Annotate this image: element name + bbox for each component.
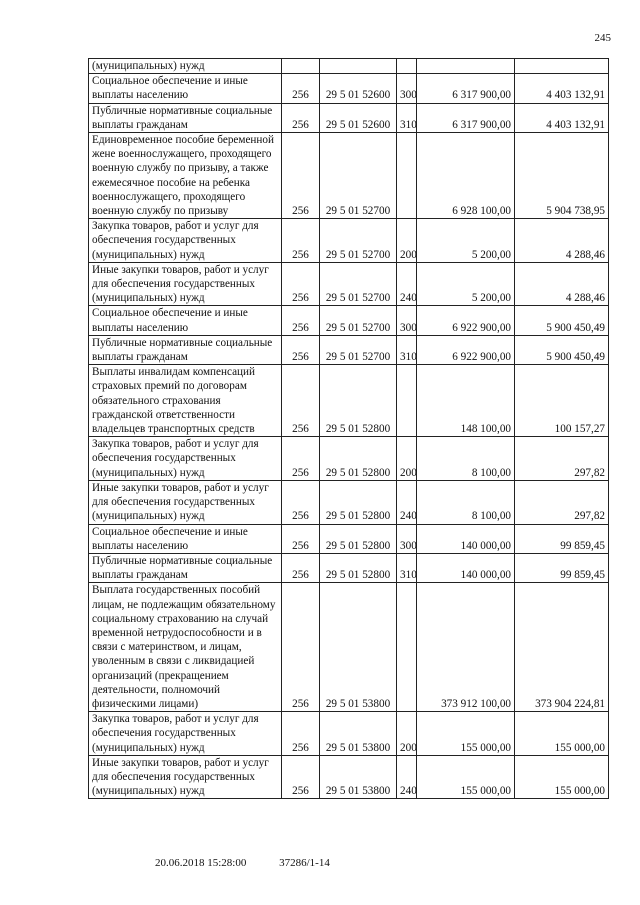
cell-actual-amount: 5 904 738,95 [515,133,609,219]
table-row [89,74,609,103]
budget-table [88,58,609,799]
cell-actual-amount: 100 157,27 [515,365,609,437]
cell-expense-type: 310 [397,335,417,364]
table-row [89,335,609,364]
row-description: Социальное обеспечение и иные выплаты населению [89,524,282,553]
cell-plan-amount: 6 928 100,00 [417,133,515,219]
cell-plan-amount [417,59,515,74]
cell-plan-amount: 8 100,00 [417,437,515,481]
row-description: Иные закупки товаров, работ и услуг для обеспечения государственных (муниципальных) нужд [89,262,282,306]
cell-actual-amount: 297,82 [515,437,609,481]
cell-grbs: 256 [282,755,320,799]
cell-plan-amount: 8 100,00 [417,480,515,524]
cell-grbs: 256 [282,583,320,712]
table-row [89,306,609,335]
cell-actual-amount: 373 904 224,81 [515,583,609,712]
cell-target-article: 29 5 01 53800 [320,712,397,756]
cell-actual-amount: 99 859,45 [515,524,609,553]
cell-grbs: 256 [282,437,320,481]
table-row [89,553,609,582]
cell-target-article [320,59,397,74]
cell-plan-amount: 5 200,00 [417,262,515,306]
cell-grbs: 256 [282,480,320,524]
cell-plan-amount: 155 000,00 [417,712,515,756]
row-description: Единовременное пособие беременной жене военнослужащего, проходящего военную службу по призыву, а также ежемесячное пособие на ребенка военнослужащего, проходящего военную службу по призыву [89,133,282,219]
cell-target-article: 29 5 01 52800 [320,480,397,524]
cell-plan-amount: 6 922 900,00 [417,306,515,335]
cell-expense-type: 310 [397,553,417,582]
cell-actual-amount [515,59,609,74]
row-description: (муниципальных) нужд [89,59,282,74]
row-description: Закупка товаров, работ и услуг для обеспечения государственных (муниципальных) нужд [89,219,282,263]
cell-grbs: 256 [282,74,320,103]
row-description: Выплаты инвалидам компенсаций страховых премий по договорам обязательного страхования гражданской ответственности владельцев транспортных средств [89,365,282,437]
cell-grbs: 256 [282,524,320,553]
table-row [89,480,609,524]
row-description: Социальное обеспечение и иные выплаты населению [89,306,282,335]
cell-expense-type: 300 [397,306,417,335]
cell-grbs [282,59,320,74]
row-description: Иные закупки товаров, работ и услуг для обеспечения государственных (муниципальных) нужд [89,755,282,799]
table-row [89,103,609,132]
cell-plan-amount: 6 317 900,00 [417,74,515,103]
cell-target-article: 29 5 01 52800 [320,365,397,437]
cell-grbs: 256 [282,219,320,263]
table-row [89,133,609,219]
cell-plan-amount: 140 000,00 [417,524,515,553]
row-description: Публичные нормативные социальные выплаты гражданам [89,553,282,582]
cell-target-article: 29 5 01 52600 [320,74,397,103]
table-row [89,219,609,263]
cell-target-article: 29 5 01 52700 [320,262,397,306]
cell-target-article: 29 5 01 53800 [320,583,397,712]
cell-plan-amount: 5 200,00 [417,219,515,263]
cell-actual-amount: 155 000,00 [515,755,609,799]
cell-target-article: 29 5 01 52800 [320,553,397,582]
page-footer [155,857,360,869]
cell-grbs: 256 [282,262,320,306]
cell-grbs: 256 [282,306,320,335]
row-description: Публичные нормативные социальные выплаты гражданам [89,103,282,132]
cell-expense-type: 300 [397,74,417,103]
cell-grbs: 256 [282,133,320,219]
table-row [89,583,609,712]
cell-actual-amount: 4 403 132,91 [515,103,609,132]
cell-grbs: 256 [282,103,320,132]
cell-plan-amount: 155 000,00 [417,755,515,799]
table-row [89,755,609,799]
table-row [89,712,609,756]
footer-doc-code: 37286/1-14 [279,857,330,869]
cell-target-article: 29 5 01 52800 [320,437,397,481]
cell-expense-type: 240 [397,262,417,306]
cell-actual-amount: 155 000,00 [515,712,609,756]
cell-expense-type: 240 [397,480,417,524]
cell-actual-amount: 297,82 [515,480,609,524]
row-description: Иные закупки товаров, работ и услуг для обеспечения государственных (муниципальных) нужд [89,480,282,524]
cell-target-article: 29 5 01 52700 [320,133,397,219]
row-description: Социальное обеспечение и иные выплаты населению [89,74,282,103]
cell-target-article: 29 5 01 52700 [320,219,397,263]
cell-expense-type: 310 [397,103,417,132]
cell-plan-amount: 373 912 100,00 [417,583,515,712]
cell-grbs: 256 [282,335,320,364]
table-row [89,437,609,481]
budget-table-body [89,59,609,799]
cell-actual-amount: 4 288,46 [515,262,609,306]
cell-plan-amount: 148 100,00 [417,365,515,437]
row-description: Закупка товаров, работ и услуг для обеспечения государственных (муниципальных) нужд [89,437,282,481]
table-row [89,59,609,74]
cell-actual-amount: 5 900 450,49 [515,306,609,335]
cell-actual-amount: 5 900 450,49 [515,335,609,364]
cell-target-article: 29 5 01 52600 [320,103,397,132]
cell-expense-type: 240 [397,755,417,799]
cell-actual-amount: 4 288,46 [515,219,609,263]
row-description: Закупка товаров, работ и услуг для обеспечения государственных (муниципальных) нужд [89,712,282,756]
cell-expense-type [397,59,417,74]
cell-grbs: 256 [282,712,320,756]
cell-expense-type: 200 [397,437,417,481]
cell-expense-type: 200 [397,712,417,756]
cell-plan-amount: 6 922 900,00 [417,335,515,364]
table-row [89,524,609,553]
cell-target-article: 29 5 01 52700 [320,335,397,364]
cell-target-article: 29 5 01 53800 [320,755,397,799]
row-description: Выплата государственных пособий лицам, не подлежащим обязательному социальному страхованию на случай временной нетрудоспособности и в связи с материнством, и лицам, уволенным в связи с ликвидацией организаций (прекращением деятельности, полномочий физическими лицами) [89,583,282,712]
cell-plan-amount: 140 000,00 [417,553,515,582]
cell-expense-type [397,365,417,437]
cell-target-article: 29 5 01 52800 [320,524,397,553]
cell-grbs: 256 [282,553,320,582]
cell-actual-amount: 99 859,45 [515,553,609,582]
cell-expense-type: 300 [397,524,417,553]
row-description: Публичные нормативные социальные выплаты гражданам [89,335,282,364]
cell-target-article: 29 5 01 52700 [320,306,397,335]
cell-expense-type: 200 [397,219,417,263]
page-number: 245 [594,32,611,44]
cell-actual-amount: 4 403 132,91 [515,74,609,103]
cell-plan-amount: 6 317 900,00 [417,103,515,132]
cell-expense-type [397,583,417,712]
cell-expense-type [397,133,417,219]
table-row [89,262,609,306]
table-row [89,365,609,437]
cell-grbs: 256 [282,365,320,437]
footer-datetime: 20.06.2018 15:28:00 [155,857,247,869]
